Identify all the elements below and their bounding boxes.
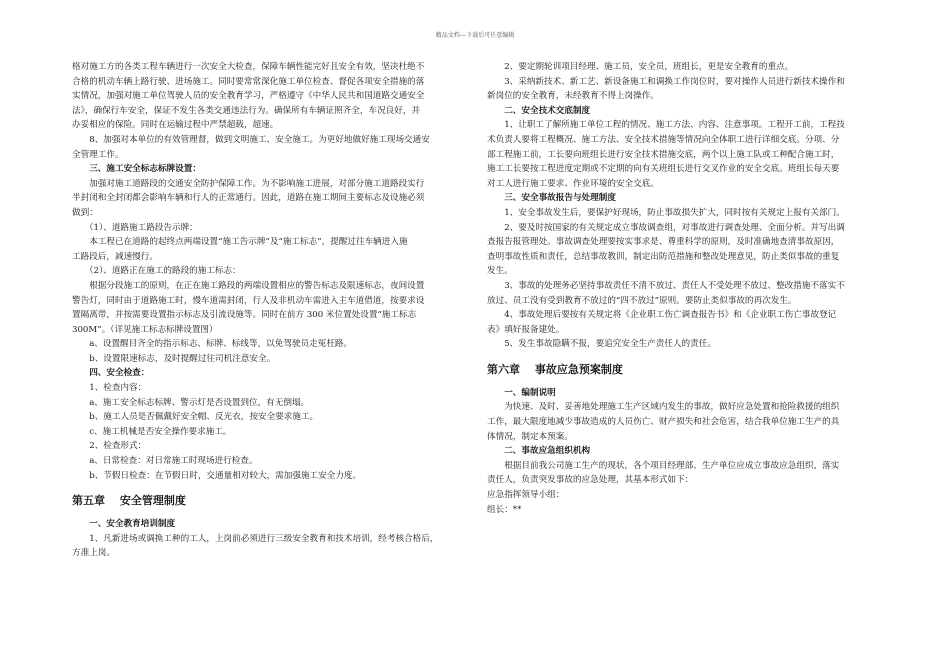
section-heading: 三、安全事故报告与处理制度 (487, 193, 616, 204)
chapter-heading: 第五章 安全管理制度 (72, 494, 186, 508)
text-line: b、节假日检查：在节假日时，交通量相对较大，需加强施工安全力度。 (72, 470, 362, 481)
text-line: 对工人进行施工要求、作业环境的安全交底。 (487, 178, 659, 189)
text-line: 半封闭和全封闭都会影响车辆和行人的正常通行。因此，道路在施工期间主要标志及设施必须 (72, 193, 425, 204)
text-line: 发生。 (487, 266, 513, 277)
text-line: 办妥相应的保险。同时在运输过程中严禁超载，超速。 (72, 120, 279, 131)
text-line: （2）、道路正在施工的路段的施工标志： (72, 266, 241, 277)
text-line: b、施工人员是否佩戴好安全帽、反光衣，按安全要求施工。 (72, 412, 319, 423)
text-line: 实情况，加强对施工单位驾驶人员的安全教育学习，严格遵守《中华人民共和国道路交通安全 (72, 91, 425, 102)
text-line: 为快速、及时、妥善地处理施工生产区域内发生的事故，做好应急处置和抢险救援的组织 (487, 402, 840, 413)
text-line: a、日常检查：对日常施工时现场进行检查。 (72, 456, 258, 467)
text-line: 4、事故处理后要按有关规定将《企业职工伤亡调查报告书》和《企业职工伤亡事故登记 (487, 310, 837, 321)
text-line: 表》填好报备建处。 (487, 324, 565, 335)
text-line: b、设置限速标志，及时提醒过往司机注意安全。 (72, 353, 276, 364)
section-heading: 二、事故应急组织机构 (487, 446, 591, 457)
text-line: 5、发生事故隐瞒不报，要追究安全生产责任人的责任。 (487, 339, 716, 350)
text-line: 新岗位的安全教育，未经教育不得上岗操作。 (487, 91, 659, 102)
text-line: 工路段后，减速慢行。 (72, 251, 158, 262)
text-line: 3、采纳新技术、新工艺、新设备施工和调换工作岗位时，要对操作人员进行新技术操作和 (487, 76, 845, 87)
text-line: 术负责人要将工程概况、施工方法、安全技术措施等情况向全体职工进行详细交底。分项、分 (487, 134, 840, 145)
text-line: 1、安全事故发生后，要保护好现场，防止事故损失扩大，同时按有关规定上报有关部门。 (487, 207, 845, 218)
text-line: 1、检查内容： (72, 383, 147, 394)
text-line: 查报告报管理处。事故调查处理要按实事求是、尊重科学的原则，及时准确地查清事故原因， (487, 237, 840, 248)
text-line: 1、让职工了解所施工单位工程的情况、施工方法、内容、注意事项。工程开工前，工程技 (487, 120, 845, 131)
text-line: 部工程施工前，工长要向班组长进行安全技术措施交底，两个以上施工队或工种配合施工时， (487, 149, 840, 160)
text-line: c、施工机械是否安全操作要求施工。 (72, 426, 232, 437)
text-line: 做到： (72, 207, 98, 218)
text-line: 1、凡新进场或调换工种的工人，上岗前必须进行三级安全教育和技术培训，经考核合格后， (72, 533, 439, 544)
text-line: 组长：** (487, 504, 522, 515)
text-line: 格对施工方的各类工程车辆进行一次安全大检查，保障车辆性能完好且安全有效，坚决杜绝不 (72, 62, 425, 72)
text-line: 应急指挥领导小组： (487, 490, 565, 501)
text-line: 根据目前我公司施工生产的现状，各个项目经理部、生产单位应成立事故应急组织，落实 (487, 460, 840, 471)
text-line: 3、事故的处理务必坚持事故责任不清不放过、责任人不受处理不放过、整改措施不落实不 (487, 280, 845, 291)
text-line: 本工程已在道路的起终点两端设置“施工告示牌”及“施工标志”，提醒过往车辆进入施 (72, 237, 408, 248)
text-line: 8、加强对本单位的有效管理督，做到文明施工、安全施工。为更好地做好施工现场交通安 (72, 134, 430, 145)
text-line: 2、要定期轮训项目经理、施工员，安全员，班组长，更是安全教育的重点。 (487, 62, 794, 72)
text-line: 放过、员工没有受到教育不放过的“四不放过”原则。要防止类似事故的再次发生。 (487, 295, 797, 306)
text-line: 查明事故性质和责任，总结事故教训，制定出防范措施和整改处理意见，防止类似事故的重复 (487, 251, 840, 262)
text-line: 体情况，制定本预案。 (487, 431, 573, 442)
text-line: （1）、道路施工路段告示牌： (72, 222, 198, 233)
left-column (72, 60, 472, 561)
text-line: 合格的机动车辆上路行驶、进场施工。同时要常常深化施工单位检查、督促各项安全措施的落 (72, 76, 425, 87)
text-line: 工作，最大限度地减少事故造成的人员伤亡、财产损失和社会危害，结合我单位施工生产的具 (487, 417, 840, 428)
text-line: 责任人，负责突发事故的应急处理，其基本形式如下： (487, 475, 694, 486)
section-heading: 四、安全检查： (72, 368, 150, 379)
text-line: 300M”。（详见施工标志标牌设置图） (72, 324, 218, 335)
text-line: 方准上岗。 (72, 548, 115, 559)
text-line: 法》，确保行车安全，保证不发生各类交通违法行为。确保所有车辆证照齐全，车况良好，并 (72, 105, 421, 116)
chapter-heading: 第六章 事故应急预案制度 (487, 362, 623, 376)
section-heading: 二、安全技术交底制度 (487, 105, 591, 116)
text-line: 根据分段施工的原则，在正在施工路段的两端设置相应的警告标志及限速标志，夜间设置 (72, 280, 425, 291)
text-line: 加强对施工道路段的交通安全防护保障工作。为不影响施工进展，对部分施工道路段实行 (72, 178, 425, 189)
text-line: 施工工长要按工程进度定期或不定期的向有关班组长进行交叉作业的安全交底。班组长每天要 (487, 164, 840, 175)
section-heading: 三、施工安全标志标牌设置： (72, 164, 201, 175)
section-heading: 一、编制说明 (487, 387, 556, 398)
section-heading: 一、安全教育培训制度 (72, 519, 176, 530)
text-line: 置隔离带，并按需要设置指示标志及引流设施等。同时在前方 300 米位置处设置“施工标志 (72, 310, 417, 321)
right-column (487, 60, 887, 517)
text-line: 2、要及时按国家的有关规定成立事故调查组，对事故进行调查处理、全面分析。并写出调 (487, 222, 845, 233)
text-line: a、施工安全标志标牌、警示灯是否设置到位，有无倒塌。 (72, 397, 310, 408)
text-line: 2、检查形式： (72, 441, 147, 452)
header-note: 精品文档---下载后可任意编辑 (435, 32, 515, 39)
text-line: 警告灯，同时由于道路施工时，慢车道需封闭，行人及非机动车需进入主车道借道，按要求设 (72, 295, 425, 306)
text-line: a、设置醒目齐全的指示标志、标牌、标线等，以免驾驶员走冤枉路。 (72, 339, 353, 350)
text-line: 全管理工作。 (72, 149, 124, 160)
